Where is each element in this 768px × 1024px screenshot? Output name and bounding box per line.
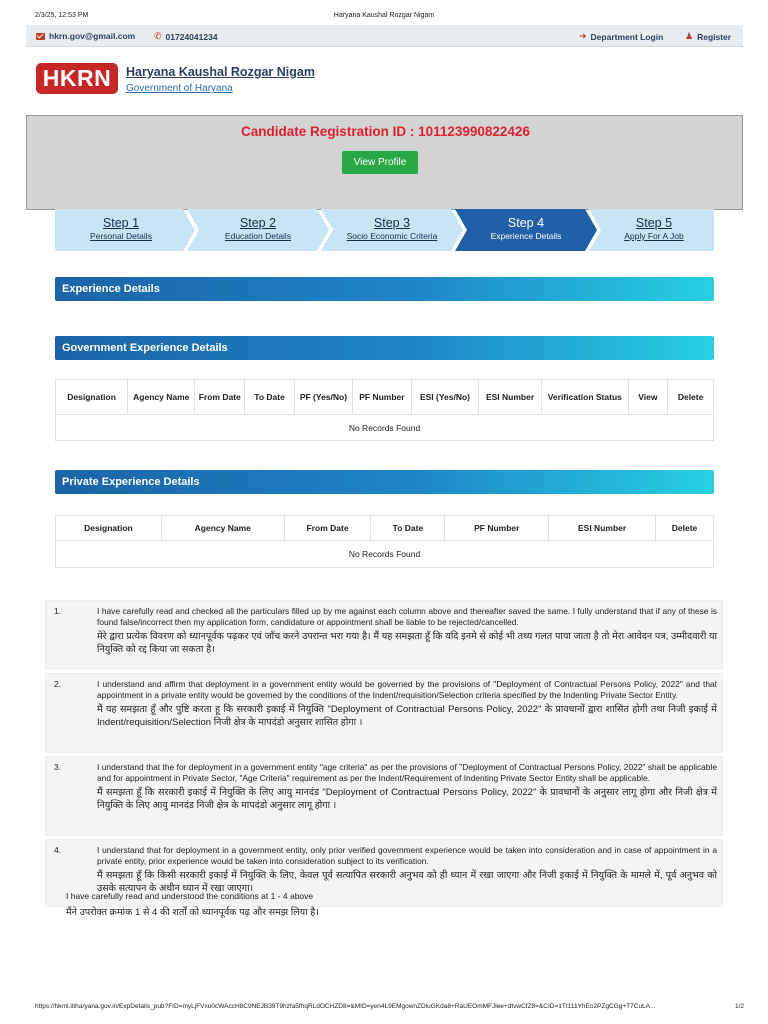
view-profile-button[interactable]: View Profile (342, 151, 418, 174)
email-link[interactable] (36, 31, 135, 41)
col-verification-status: Verification Status (542, 380, 628, 415)
step-2-subtitle: Education Details (224, 231, 292, 241)
declaration-number: 4. (54, 845, 62, 855)
step-2[interactable] (192, 209, 324, 251)
col-to-date: To Date (245, 380, 295, 415)
col-pf-number: PF Number (445, 516, 549, 541)
table-row (56, 415, 714, 441)
final-declaration-english: I have carefully read and understood the conditions at 1 - 4 above (66, 891, 314, 901)
declaration-text (97, 762, 717, 812)
no-records-cell: No Records Found (56, 541, 714, 568)
declaration-1 (45, 600, 723, 670)
page (26, 25, 743, 985)
experience-details-header: Experience Details (55, 277, 714, 301)
register-link[interactable] (685, 31, 731, 42)
declaration-hindi: मैं समझता हूँ कि सरकारी इकाई में नियुक्ति के लिए आयु मानदंड "Deployment of Contractual Persons Policy, 2022" के प्रावधानों के अनुसार लागू होगा और निजी क्षेत्र में नियुक्ति के लिए आयु मानदंड निजी क्षेत्र के मापदंडो अनुसार लागू होगा । (97, 787, 717, 811)
col-esi-yes-no: ESI (Yes/No) (411, 380, 478, 415)
declaration-number: 2. (54, 679, 62, 689)
step-1-title: Step 1 (102, 216, 140, 230)
print-datetime: 2/3/25, 12:53 PM (35, 12, 89, 19)
private-experience-header: Private Experience Details (55, 470, 714, 494)
hkrn-logo[interactable]: HKRN (36, 63, 118, 94)
print-header (0, 10, 768, 24)
declaration-hindi: मैं यह समझता हूँ और पुष्टि करता हू कि सरकारी इकाई में नियुक्ति "Deployment of Contractual Persons Policy, 2022" के प्रावधानों द्वारा शासित होगी तथा निजी इकाई में Indent/requisition/Selection निजी क्षेत्र के मापदंडो अनुसार शासित होगा । (97, 704, 717, 728)
final-declaration (66, 891, 666, 918)
step-1[interactable] (55, 209, 187, 251)
government-experience-header: Government Experience Details (55, 336, 714, 360)
col-from-date: From Date (284, 516, 371, 541)
declaration-number: 3. (54, 762, 62, 772)
col-to-date: To Date (371, 516, 445, 541)
declaration-english: I have carefully read and checked all the particulars filled up by me against each column above and thereafter saved the same. I fully understand that if any of these is found false/incorrect then my application form, candidature or appointment shall be liable to be rejected/cancelled. (97, 606, 717, 627)
print-url: https://hkrnl.itiharyana.gov.in/ExpDetails_pub?FID=myLjFVxu0cWAccH8C9NEJB39T9hzfa5fhqRLdOCHZD8=&MID=yen4L9EMgownZDluGKda8+RaUEOmMFJlee+dtvwCfZ8=&CID=1Tt111YhEo2PZgCGg+T7CuLA... (35, 1003, 656, 1010)
department-login-link[interactable] (579, 31, 663, 42)
step-1-subtitle: Personal Details (90, 231, 152, 241)
register-label: Register (697, 31, 732, 42)
private-experience-table (55, 515, 714, 568)
government-experience-table (55, 379, 714, 441)
table-header-row (56, 380, 714, 415)
declaration-hindi: मैं समझता हूँ कि किसी सरकारी इकाई में नियुक्ति के लिए, केवल पूर्व सत्यापित सरकारी अनुभव को ही ध्यान में रखा जाएगा और निजी इकाई में नियुक्ति के मामले में, पूर्व अनुभव को उसके सत्यापन के अधीन ध्यान में रखा जाएगा। (97, 870, 717, 894)
step-4-subtitle: Experience Details (490, 231, 562, 241)
email-text: hkrn.gov@gmail.com (49, 31, 136, 41)
step-3-subtitle: Socio Economic Criteria (346, 231, 438, 241)
phone-text: 01724041234 (165, 31, 218, 42)
phone-link[interactable] (154, 31, 218, 42)
col-delete: Delete (668, 380, 714, 415)
declaration-english: I understand that the for deployment in a government entity "age criteria" as per the provisions of "Deployment of Contractual Persons Policy, 2022" shall be applicable and for appointment in Private Sector, "Age Criteria" requirement as per the Indent/Requirement of Indenting Private Sector Entity shall be applicable. (97, 762, 717, 783)
declaration-text (97, 679, 717, 729)
col-esi-number: ESI Number (549, 516, 656, 541)
department-login-label: Department Login (590, 31, 664, 42)
col-designation: Designation (56, 380, 128, 415)
phone-icon: ✆ (154, 31, 162, 41)
print-page-number: 1/2 (735, 1003, 745, 1010)
step-5[interactable] (594, 209, 714, 251)
declaration-text (97, 845, 717, 895)
print-title: Haryana Kaushal Rozgar Nigam (333, 12, 435, 19)
brand-sub-link[interactable]: Government of Haryana (126, 83, 233, 94)
step-wizard (55, 209, 714, 251)
step-5-title: Step 5 (635, 216, 673, 230)
no-records-cell: No Records Found (56, 415, 714, 441)
registration-panel (26, 115, 743, 210)
declaration-2 (45, 673, 723, 753)
final-declaration-hindi: मैंने उपरोक्त क्रमांक 1 से 4 की शर्तों को ध्यानपूर्वक पढ़ और समझ लिया है। (66, 907, 319, 918)
declaration-3 (45, 756, 723, 836)
declaration-english: I understand and affirm that deployment in a government entity would be governed by the provisions of "Deployment of Contractual Persons Policy, 2022" and that appointment in a private entity would be governed by the conditions of the Indent/requisition/Selection criteria specified by the Indenting Private Sector Entity. (97, 679, 717, 700)
declaration-number: 1. (54, 606, 62, 616)
step-3[interactable] (326, 209, 458, 251)
declaration-hindi: मेरे द्वारा प्रत्येक विवरण को ध्यानपूर्वक पढ़कर एवं जाँच करने उपरान्त भरा गया है। मैं यह समझता हूँ कि यदि इनमे से कोई भी तथ्य गलत पाया जाता है तो मेरा आवेदन पत्र, उम्मीदवारी या नियुक्ति को रद्द किया जा सकता है। (97, 631, 717, 655)
col-pf-yes-no: PF (Yes/No) (294, 380, 352, 415)
candidate-registration-id: Candidate Registration ID : 101123990822426 (241, 124, 530, 139)
step-4-title: Step 4 (507, 216, 545, 230)
sign-in-icon: ➜ (579, 31, 587, 41)
print-footer (0, 1003, 768, 1015)
col-agency-name: Agency Name (128, 380, 195, 415)
col-view: View (628, 380, 668, 415)
step-3-title: Step 3 (373, 216, 411, 230)
step-2-title: Step 2 (239, 216, 277, 230)
user-icon: ♟ (685, 31, 694, 41)
col-agency-name: Agency Name (161, 516, 284, 541)
table-header-row (56, 516, 714, 541)
col-delete: Delete (656, 516, 714, 541)
table-row (56, 541, 714, 568)
col-designation: Designation (56, 516, 162, 541)
col-esi-number: ESI Number (479, 380, 542, 415)
step-4[interactable] (460, 209, 592, 251)
col-pf-number: PF Number (352, 380, 411, 415)
envelope-icon (36, 33, 45, 40)
declaration-text (97, 606, 717, 656)
step-5-subtitle: Apply For A Job (624, 231, 684, 241)
top-contact-bar (26, 25, 743, 47)
brand-name-link[interactable]: Haryana Kaushal Rozgar Nigam (126, 65, 315, 79)
col-from-date: From Date (195, 380, 245, 415)
declaration-english: I understand that for deployment in a government entity, only prior verified government experience would be taken into consideration and in case of appointment in a private entity, prior experience would be taken into consideration subject to its verification. (97, 845, 717, 866)
